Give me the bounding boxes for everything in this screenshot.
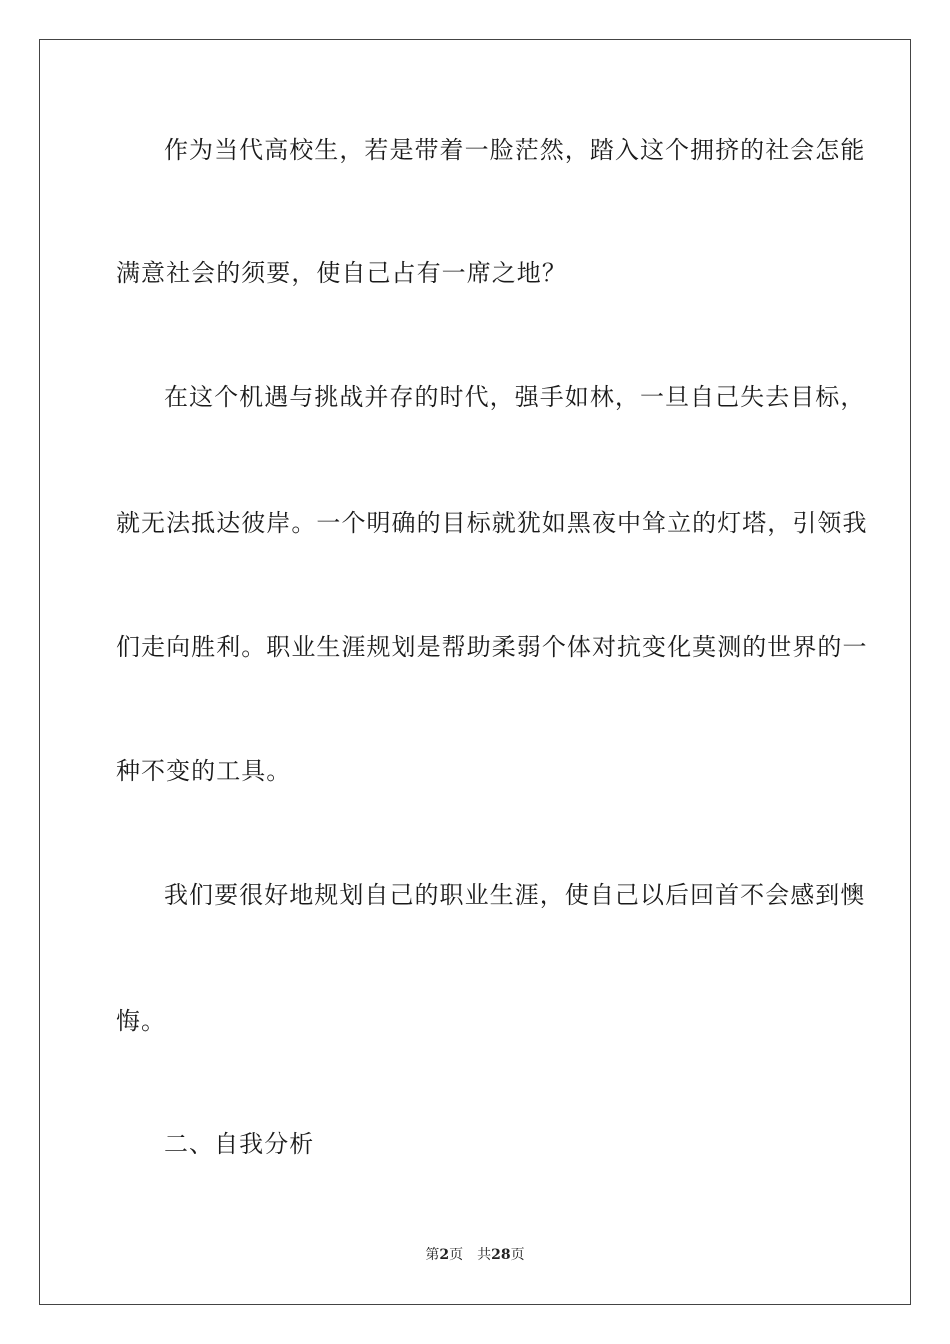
footer-total-pages: 28 — [491, 1247, 511, 1263]
paragraph-2-line-3: 们走向胜利。职业生涯规划是帮助柔弱个体对抗变化莫测的世界的一 — [116, 633, 868, 661]
paragraph-1-line-2: 满意社会的须要，使自己占有一席之地？ — [116, 259, 567, 287]
section-heading: 二、自我分析 — [164, 1130, 315, 1158]
footer-total-suffix: 页 — [510, 1247, 525, 1263]
footer-page-suffix: 页 — [449, 1247, 464, 1263]
footer-total-prefix: 共 — [477, 1247, 492, 1263]
page-border — [39, 39, 911, 1305]
footer-page-number: 2 — [439, 1247, 450, 1263]
paragraph-2-line-2: 就无法抵达彼岸。一个明确的目标就犹如黑夜中耸立的灯塔，引领我 — [116, 509, 868, 537]
footer-page-prefix: 第 — [425, 1247, 440, 1263]
paragraph-2-line-1: 在这个机遇与挑战并存的时代，强手如林，一旦自己失去目标， — [164, 383, 866, 411]
page-footer — [0, 1244, 950, 1264]
paragraph-2-line-4: 种不变的工具。 — [116, 757, 292, 785]
paragraph-3-line-2: 悔。 — [116, 1007, 167, 1035]
paragraph-1-line-1: 作为当代高校生，若是带着一脸茫然，踏入这个拥挤的社会怎能 — [164, 136, 866, 164]
paragraph-3-line-1: 我们要很好地规划自己的职业生涯，使自己以后回首不会感到懊 — [164, 881, 866, 909]
